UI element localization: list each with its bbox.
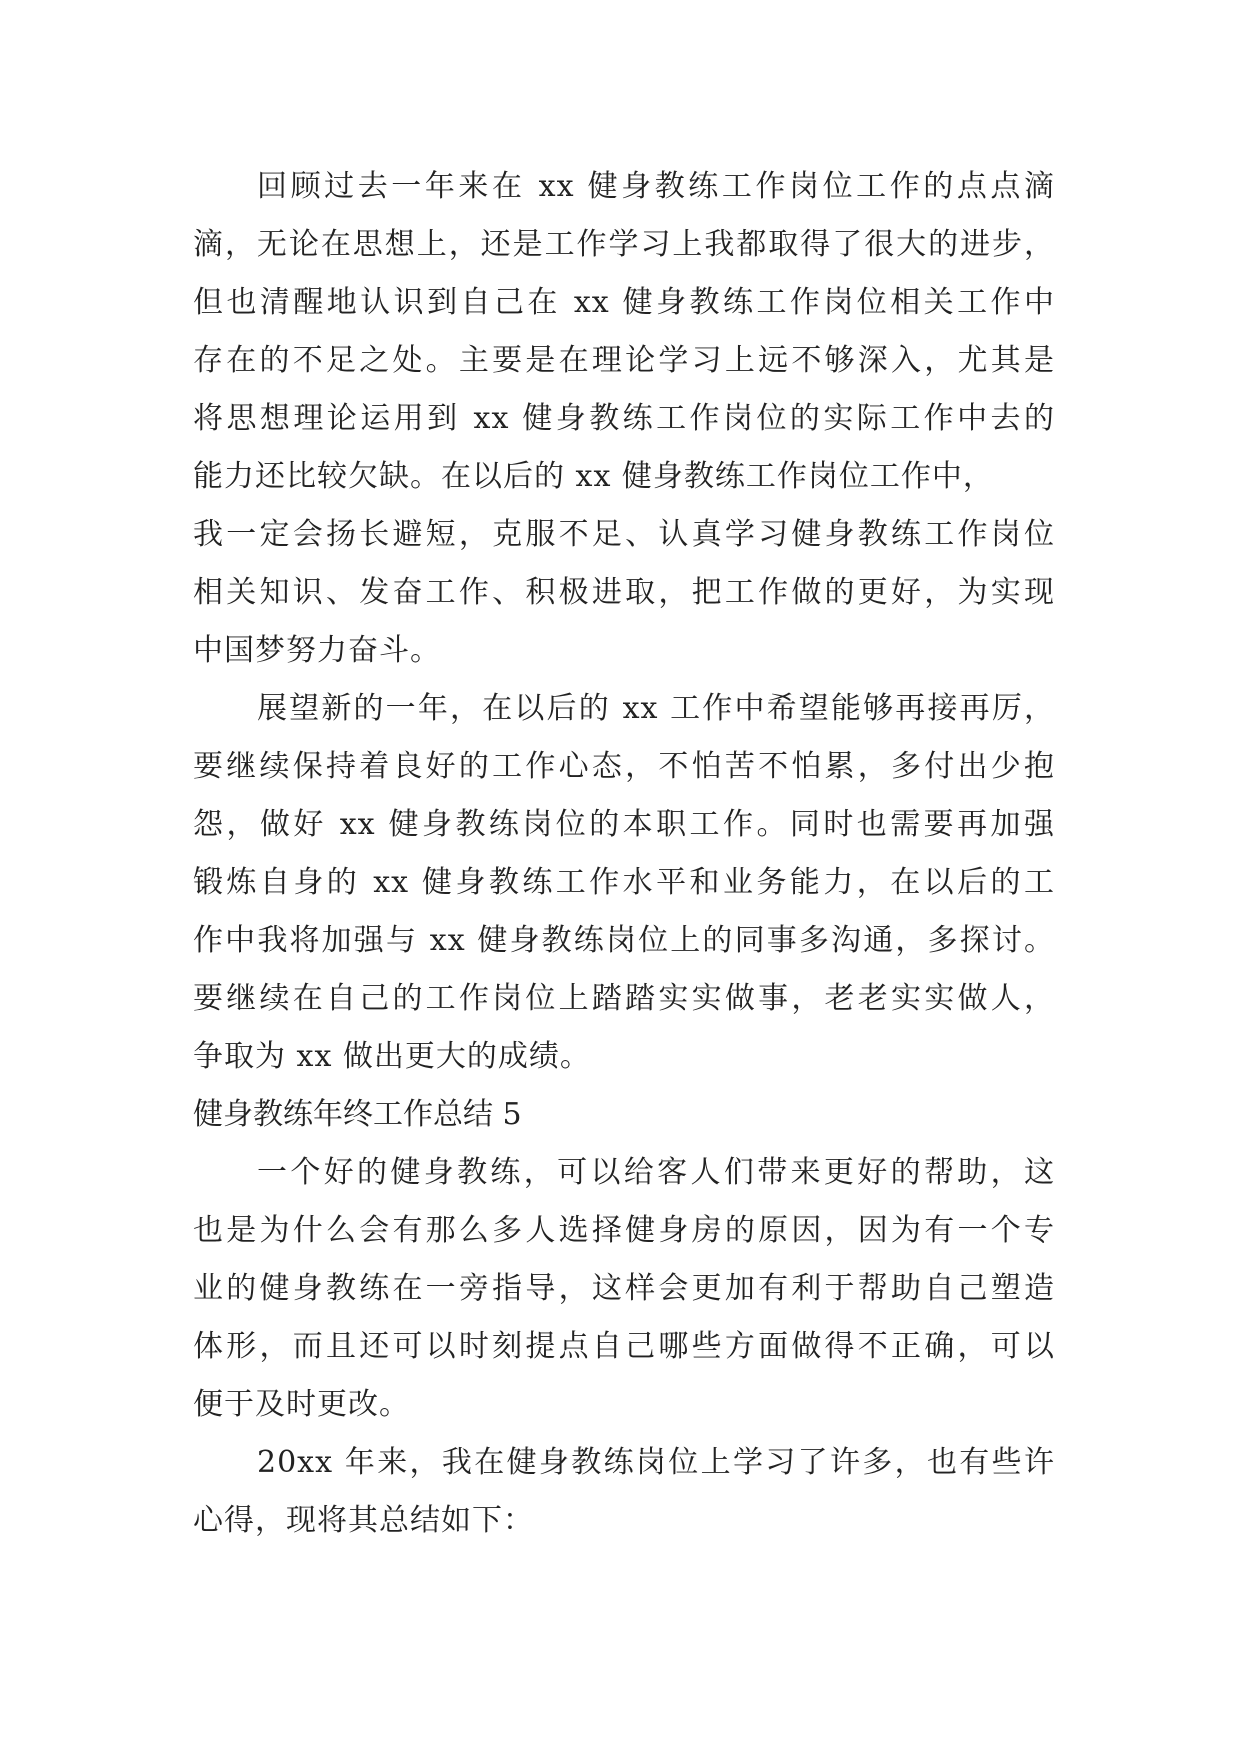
paragraph-line: 相关知识、发奋工作、积极进取，把工作做的更好，为实现 [193, 575, 1055, 610]
paragraph-line: 作中我将加强与 xx 健身教练岗位上的同事多沟通，多探讨。 [193, 923, 1055, 958]
paragraph-line: 一个好的健身教练，可以给客人们带来更好的帮助，这 [257, 1155, 1055, 1190]
document-body [193, 158, 1055, 1550]
paragraph-line: 中国梦努力奋斗。 [193, 633, 441, 668]
paragraph-line: 也是为什么会有那么多人选择健身房的原因，因为有一个专 [193, 1213, 1055, 1248]
paragraph-line: 争取为 xx 做出更大的成绩。 [193, 1039, 591, 1074]
paragraph-summary-intro [193, 1434, 1055, 1550]
paragraph-review [193, 158, 1055, 680]
paragraph-line: 要继续在自己的工作岗位上踏踏实实做事，老老实实做人， [193, 981, 1055, 1016]
paragraph-line: 滴，无论在思想上，还是工作学习上我都取得了很大的进步， [193, 227, 1055, 262]
paragraph-line: 能力还比较欠缺。在以后的 xx 健身教练工作岗位工作中， [193, 459, 994, 494]
paragraph-line: 存在的不足之处。主要是在理论学习上远不够深入，尤其是 [193, 343, 1055, 378]
paragraph-line: 体形，而且还可以时刻提点自己哪些方面做得不正确，可以 [193, 1329, 1055, 1364]
section-heading [193, 1086, 1055, 1144]
paragraph-line: 20xx 年来，我在健身教练岗位上学习了许多，也有些许 [257, 1445, 1055, 1480]
section-title: 健身教练年终工作总结 5 [193, 1097, 522, 1132]
paragraph-line: 我一定会扬长避短，克服不足、认真学习健身教练工作岗位 [193, 517, 1055, 552]
paragraph-line: 业的健身教练在一旁指导，这样会更加有利于帮助自己塑造 [193, 1271, 1055, 1306]
paragraph-line: 心得，现将其总结如下： [193, 1503, 534, 1538]
paragraph-line: 但也清醒地认识到自己在 xx 健身教练工作岗位相关工作中 [193, 285, 1055, 320]
paragraph-line: 便于及时更改。 [193, 1387, 410, 1422]
paragraph-line: 锻炼自身的 xx 健身教练工作水平和业务能力，在以后的工 [193, 865, 1055, 900]
paragraph-line: 要继续保持着良好的工作心态，不怕苦不怕累，多付出少抱 [193, 749, 1055, 784]
paragraph-line: 将思想理论运用到 xx 健身教练工作岗位的实际工作中去的 [193, 401, 1055, 436]
paragraph-outlook [193, 680, 1055, 1086]
paragraph-line: 回顾过去一年来在 xx 健身教练工作岗位工作的点点滴 [257, 169, 1055, 204]
paragraph-coach-intro [193, 1144, 1055, 1434]
paragraph-line: 怨，做好 xx 健身教练岗位的本职工作。同时也需要再加强 [193, 807, 1055, 842]
paragraph-line: 展望新的一年，在以后的 xx 工作中希望能够再接再厉， [257, 691, 1055, 726]
